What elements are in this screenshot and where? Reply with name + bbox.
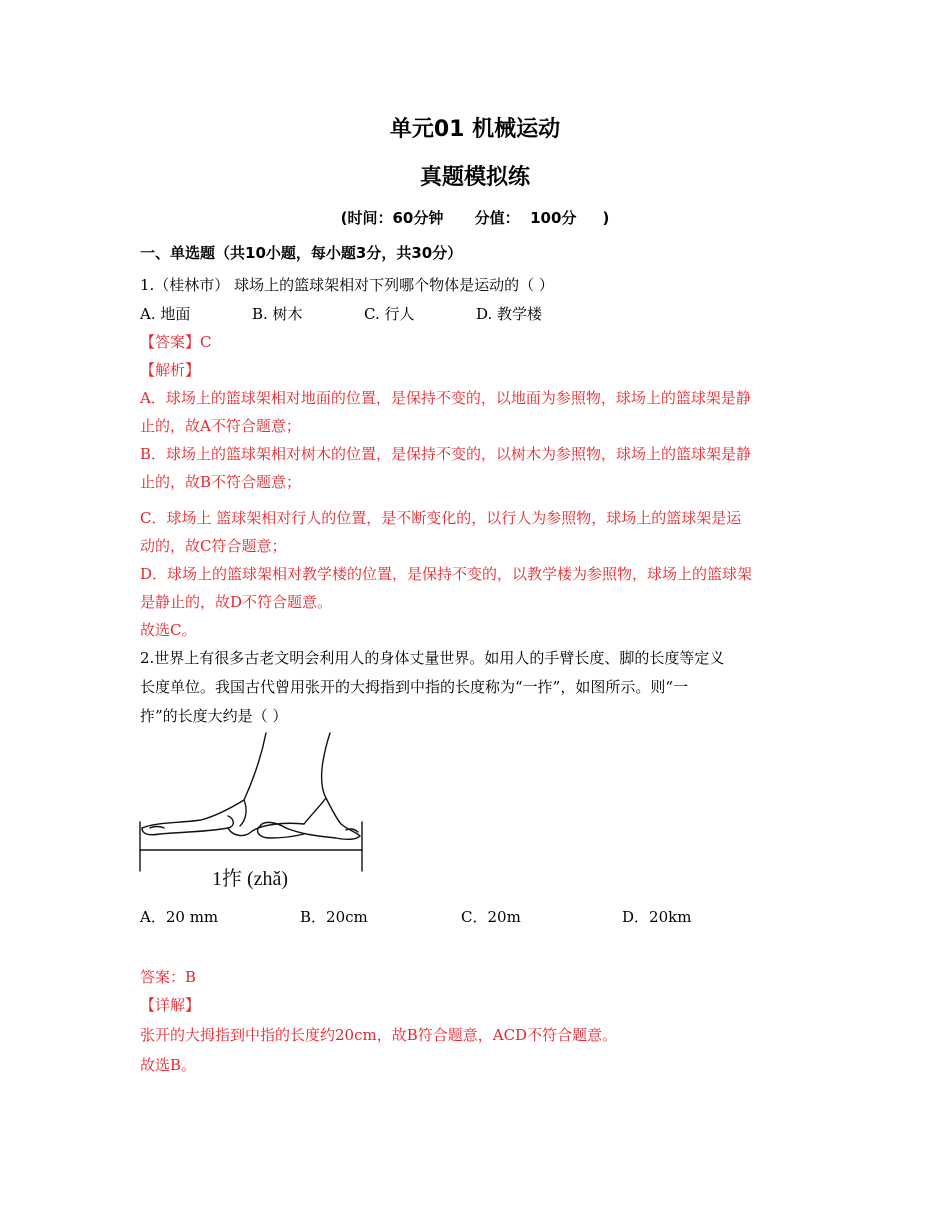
q1-analysis-line: 是静止的，故D不符合题意。: [140, 593, 333, 611]
exam-meta: (时间：60分钟 分值： 100分 ): [340, 209, 610, 227]
q2-stem-line: 2.世界上有很多古老文明会利用人的身体丈量世界。如用人的手臂长度、脚的长度等定义: [140, 649, 725, 667]
figure-label: 1拃 (zhǎ): [212, 868, 289, 890]
q1-analysis-line: 止的，故B不符合题意；: [140, 473, 302, 491]
q2-detail-label: 【详解】: [140, 996, 201, 1014]
q2-stem-line: 长度单位。我国古代曾用张开的大拇指到中指的长度称为“一拃”，如图所示。则“一: [140, 678, 689, 696]
q2-detail: 张开的大拇指到中指的长度约20cm，故B符合题意，ACD不符合题意。: [140, 1026, 618, 1044]
q1-conclusion: 故选C。: [140, 621, 197, 639]
q2-conclusion: 故选B。: [140, 1056, 197, 1074]
q2-option-c: C．20m: [461, 908, 521, 926]
hand-span-figure: [136, 728, 371, 898]
q1-analysis-line: D．球场上的篮球架相对教学楼的位置，是保持不变的，以教学楼为参照物，球场上的篮球架: [140, 565, 753, 583]
q1-analysis-line: A．球场上的篮球架相对地面的位置，是保持不变的，以地面为参照物，球场上的篮球架是静: [140, 389, 751, 407]
q1-stem: 1.（桂林市） 球场上的篮球架相对下列哪个物体是运动的（ ）: [140, 276, 554, 294]
q2-answer: 答案：B: [140, 968, 197, 986]
q1-options: [140, 303, 542, 324]
q1-option-b: B. 树木: [252, 305, 303, 323]
q1-analysis-line: 止的，故A不符合题意；: [140, 417, 301, 435]
q2-option-d: D．20km: [622, 908, 692, 926]
q1-option-d: D. 教学楼: [476, 305, 543, 323]
q1-answer: 【答案】C: [140, 333, 212, 351]
q2-option-b: B．20cm: [300, 908, 368, 926]
hand-span-drawing: [136, 728, 371, 898]
page-subtitle: 真题模拟练: [419, 165, 530, 190]
q1-analysis-line: 动的，故C符合题意；: [140, 537, 287, 555]
q1-analysis-label: 【解析】: [140, 361, 201, 379]
unit-title: 单元01 机械运动: [389, 117, 561, 142]
q1-option-a: A. 地面: [140, 305, 191, 323]
q2-options: [140, 906, 691, 927]
section-heading: 一、单选题（共10小题，每小题3分，共30分）: [140, 244, 463, 262]
q1-analysis-line: C．球场上 篮球架相对行人的位置，是不断变化的，以行人为参照物，球场上的篮球架是运: [140, 509, 742, 527]
q2-stem-line: 拃”的长度大约是（ ）: [140, 707, 288, 725]
q1-analysis-line: B．球场上的篮球架相对树木的位置，是保持不变的，以树木为参照物，球场上的篮球架是静: [140, 445, 752, 463]
q1-option-c: C. 行人: [364, 305, 415, 323]
q2-option-a: A．20 mm: [140, 908, 219, 926]
